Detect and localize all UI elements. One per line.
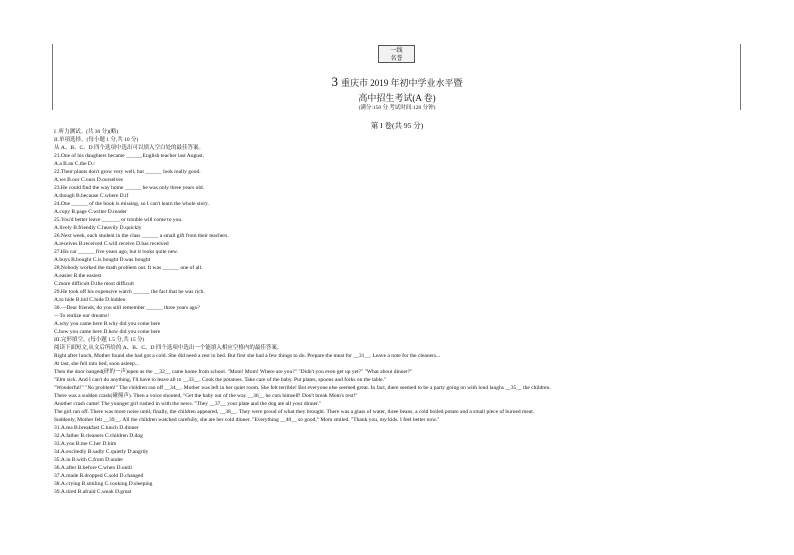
text-line: 38.A.crying B.smiling C.cooking D.sleeping <box>54 481 153 487</box>
text-line: 36.A.after B.before C.when D.until <box>54 465 132 471</box>
text-line: 28.Nobody worked the math problem out. It was ______ one of all. <box>54 265 203 271</box>
exam-subtitle: 高中招生考试(A 卷) <box>358 93 436 103</box>
text-line: II.单项选择。(每小题 1 分,共 10 分) <box>54 137 139 143</box>
text-line: Then the door banged(砰的一声)open as the __32__ came home from school. "Mom! Mom! Where are you?" "Didn't you even get up yet?" "What about dinner?" <box>54 369 413 375</box>
text-line: Right after lunch, Mother found she had got a cold. She did need a rest in bed. But first she had a few things to do. Prepare the meat for __31__. Leave a note for the cleaners... <box>54 353 441 359</box>
text-line: 25.You'd better leave ______, or trouble will come to you. <box>54 217 183 223</box>
text-line: A.we B.our C.ours D.ourselves <box>54 177 123 183</box>
text-line: A.though B.because C.where D.if <box>54 193 129 199</box>
text-line: 33.A.you B.me C.her D.him <box>54 441 117 447</box>
text-line: 从 A、B、C、D 四个选项中选出可以填入空白处的最佳答案。 <box>54 145 205 151</box>
text-line: A.lively B.friendly C.heavily D.quickly <box>54 225 142 231</box>
text-line: III.完形填空。(每小题 1.5 分,共 15 分) <box>54 337 145 343</box>
text-line: A.a B.an C.the D./ <box>54 161 95 167</box>
text-line: 29.He took off his expensive watch ______ the fact that he was rich. <box>54 289 205 295</box>
text-line: I .听力测试。(共 30 分)(略) <box>54 129 119 135</box>
text-line: "Wonderful!" "No problem!" The children ran off __34__. Mother was left in her quiet room. She felt terrible! But everyone else seemed great. In fact, there seemed to be a party going on with loud laughs __35__ the children. <box>54 385 551 391</box>
text-line: —To realize our dreams! <box>54 313 110 319</box>
text-line: C.how you came here D.how did you come here <box>54 329 161 335</box>
text-line: 23.He could find the way home ______ he was only three years old. <box>54 185 204 191</box>
exam-meta: (满分:150 分 考试时间:120 分钟) <box>358 105 436 111</box>
section-heading: 第 I 卷(共 95 分) <box>370 121 424 130</box>
text-line: Suddenly, Mother felt __39__. All the children watched carefully, she ate her cold dinner. "Everything __40__ so good," Mom smiled. "Thank you, my kids. I feel better now." <box>54 417 440 423</box>
text-line: Another crash came! The younger girl rushed in with the news. "They __37__ your plate and the dog ate all your dinner." <box>54 401 322 407</box>
text-line: 阅读下面短文,从文后所给的 A、B、C、D 四个选项中选出一个能填入相应空格内的最佳答案。 <box>54 345 283 351</box>
text-line: 32.A.father B.cleaners C.children D.dog <box>54 433 143 439</box>
page-number: 3 <box>331 74 338 89</box>
text-line: A.easier B.the easiest <box>54 273 102 279</box>
exam-title: 3 重庆市 2019 年初中学业水平暨 <box>331 74 463 89</box>
text-line: 39.A.tired B.afraid C.weak D.great <box>54 489 132 495</box>
text-line: 22.Their plants don't grow very well, but ______ look really good. <box>54 169 201 175</box>
document-body <box>54 128 744 496</box>
text-line: 27.His car ______ five years ago, but it looks quite new. <box>54 249 179 255</box>
text-line: 35.A.in B.with C.from D.under <box>54 457 124 463</box>
text-line: At last, she fell into bed, soon asleep... <box>54 361 139 367</box>
text-line: 24.One ______ of the book is missing, so I can't learn the whole story. <box>54 201 209 207</box>
text-line: C.more difficult D.the most difficult <box>54 281 134 287</box>
text-line: A.receives B.received C.will receive D.has received <box>54 241 169 247</box>
text-line: A.copy B.page C.writer D.reader <box>54 209 127 215</box>
text-line: The girl ran off. There was more noise until, finally, the children appeared, __38__. They were proud of what they brought. There was a glass of water, three beans, a cold boiled potato and a small piece of burned meat. <box>54 409 535 415</box>
text-line: A.buys B.bought C.is bought D.was bought <box>54 257 151 263</box>
text-line: 31.A.tea B.breakfast C.lunch D.dinner <box>54 425 139 431</box>
text-line: 26.Next week, each student in the class ______ a small gift from their teachers. <box>54 233 229 239</box>
text-line: A.why you came here B.why did you come here <box>54 321 161 327</box>
text-line: 21.One of his daughters became ______English teacher last August. <box>54 153 204 159</box>
text-line: 30.—Dear friends, do you still remember ______ three years ago? <box>54 305 200 311</box>
exam-stamp: 一线 名誉 <box>378 45 415 63</box>
text-line: There was a sudden crash(碰撞声). Then a voice shouted, "Get the baby out of the way __36__ he cuts himself! Don't break Mom's rest!" <box>54 393 358 399</box>
text-line: 37.A.made B.dropped C.sold D.changed <box>54 473 144 479</box>
text-line: "Elm sick. And I can't do anything, I'll have to leave all to __33__. Cook the potatoes. Take care of the baby. Put plates, spoons and forks on the table." <box>54 377 387 383</box>
text-line: 34.A.excitedly B.sadly C.quietly D.angrily <box>54 449 149 455</box>
text-line: A.to hide B.hid C.hide D.hidden <box>54 297 126 303</box>
